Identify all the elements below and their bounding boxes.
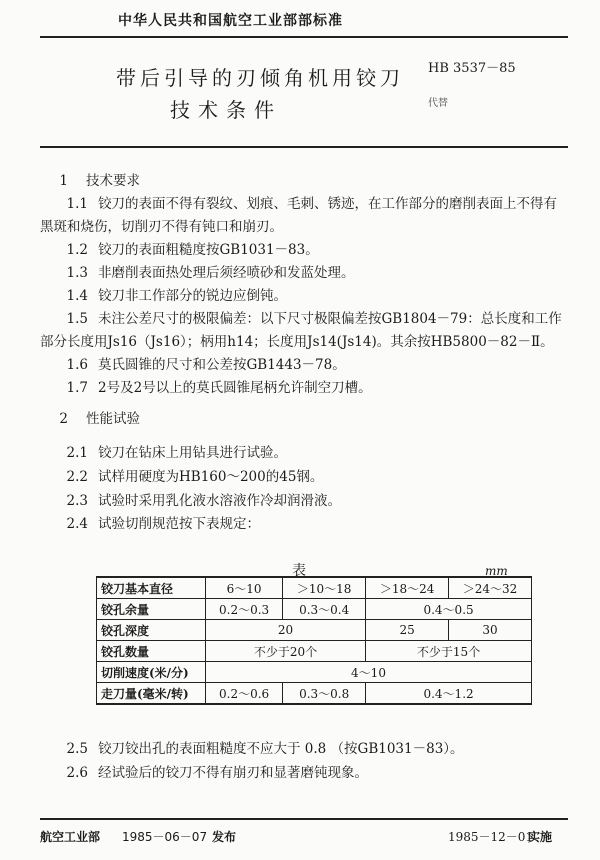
table-cell: ＞10～18 — [283, 577, 366, 599]
row-header-speed: 切削速度(米/分) — [97, 662, 206, 683]
table-row — [97, 641, 532, 662]
clause-number: 2.5 — [66, 741, 88, 757]
clause-number: 2.6 — [66, 765, 88, 781]
table-cell: 4～10 — [206, 662, 532, 683]
table-cell: 0.4～0.5 — [366, 599, 532, 620]
clause-1-5 — [40, 308, 570, 354]
table-cell: 不少于15个 — [366, 641, 532, 662]
clause-number: 1.7 — [66, 380, 88, 396]
table-cell: 0.4～1.2 — [366, 683, 532, 705]
section-title: 技术要求 — [86, 173, 140, 189]
table-row — [97, 577, 532, 599]
clause-2-6 — [40, 762, 570, 785]
replaces-note: 代替 — [428, 98, 448, 109]
table-cell: 0.3～0.4 — [283, 599, 366, 620]
clause-1-6 — [40, 354, 570, 377]
implementation-label: 实施 — [528, 830, 553, 844]
row-header-allowance: 铰孔余量 — [97, 599, 206, 620]
row-header-diameter: 铰刀基本直径 — [97, 577, 206, 599]
clause-text: 2号及2号以上的莫氏圆锥尾柄允许制空刀槽。 — [98, 380, 372, 396]
row-header-count: 铰孔数量 — [97, 641, 206, 662]
clause-2-3 — [40, 490, 570, 513]
clause-text: 铰刀在钻床上用钻具进行试验。 — [98, 445, 287, 461]
clause-text: 非磨削表面热处理后须经喷砂和发蓝处理。 — [98, 265, 355, 281]
section-2-heading — [40, 408, 570, 431]
cutting-spec-table — [96, 576, 532, 705]
clause-text: 试验时采用乳化液水溶液作冷却润滑液。 — [98, 493, 341, 509]
clause-number: 1.5 — [66, 311, 88, 327]
clause-number: 1.3 — [66, 265, 88, 281]
clause-number: 1.4 — [66, 288, 88, 304]
section-title: 性能试验 — [86, 411, 140, 427]
row-header-depth: 铰孔深度 — [97, 620, 206, 641]
table-cell: 30 — [449, 620, 532, 641]
section-number: 2 — [59, 411, 68, 427]
document-subtitle: 技术条件 — [170, 98, 282, 122]
clause-2-2 — [40, 466, 570, 489]
clause-number: 2.1 — [66, 445, 88, 461]
title-rule — [40, 146, 568, 148]
issuer: 航空工业部 — [40, 830, 101, 844]
issue-date: 1985－06－07 — [122, 830, 208, 844]
clause-text: 铰刀的表面不得有裂纹、划痕、毛刺、锈迹，在工作部分的磨削表面上不得有黑斑和烧伤，切削刃不得有钝口和崩刃。 — [40, 196, 557, 235]
table-cell: 25 — [366, 620, 449, 641]
clause-2-4 — [40, 513, 570, 536]
header-rule — [40, 36, 568, 38]
footer-rule — [40, 818, 568, 820]
clause-number: 2.4 — [66, 516, 88, 532]
table-row — [97, 662, 532, 683]
clause-2-5 — [40, 738, 570, 761]
clause-text: 铰刀的表面粗糙度按GB1031－83。 — [98, 242, 319, 258]
table-cell: ＞18～24 — [366, 577, 449, 599]
clause-1-4 — [40, 285, 570, 308]
issue-label: 发布 — [212, 830, 237, 844]
document-title: 带后引导的刃倾角机用铰刀 — [116, 66, 404, 90]
table-cell: ＞24～32 — [449, 577, 532, 599]
clause-text: 铰刀非工作部分的锐边应倒钝。 — [98, 288, 287, 304]
clause-1-3 — [40, 262, 570, 285]
table-row — [97, 683, 532, 705]
clause-text: 试样用硬度为HB160～200的45钢。 — [98, 469, 324, 485]
standard-number: HB 3537－85 — [428, 61, 516, 76]
table-caption: 表 — [292, 563, 306, 579]
clause-text: 试验切削规范按下表规定： — [98, 516, 260, 532]
table-cell: 不少于20个 — [206, 641, 366, 662]
table-row — [97, 620, 532, 641]
implementation-date: 1985－12－01 — [448, 830, 534, 844]
table-cell: 0.2～0.6 — [206, 683, 283, 705]
table-cell: 0.2～0.3 — [206, 599, 283, 620]
table-unit: mm — [485, 564, 508, 578]
clause-text: 未注公差尺寸的极限偏差：以下尺寸极限偏差按GB1804－79：总长度和工作部分长度用Js16（Js16）；柄用h14；长度用Js14(Js14)。其余按HB5800－82－Ⅱ。 — [40, 311, 562, 350]
clause-number: 2.3 — [66, 493, 88, 509]
section-number: 1 — [59, 173, 68, 189]
clause-2-1 — [40, 442, 570, 465]
table-cell: 0.3～0.8 — [283, 683, 366, 705]
clause-number: 1.1 — [66, 196, 88, 212]
table-cell: 6～10 — [206, 577, 283, 599]
clause-number: 1.6 — [66, 357, 88, 373]
section-1-heading — [40, 170, 570, 193]
clause-1-1 — [40, 193, 570, 239]
clause-number: 1.2 — [66, 242, 88, 258]
clause-1-2 — [40, 239, 570, 262]
clause-text: 经试验后的铰刀不得有崩刃和显著磨钝现象。 — [98, 765, 368, 781]
clause-1-7 — [40, 377, 570, 400]
row-header-feed: 走刀量(毫米/转) — [97, 683, 206, 705]
clause-text: 铰刀铰出孔的表面粗糙度不应大于 0.8 （按GB1031－83）。 — [98, 741, 464, 757]
publisher-heading: 中华人民共和国航空工业部部标准 — [118, 13, 343, 29]
clause-text: 莫氏圆锥的尺寸和公差按GB1443－78。 — [98, 357, 346, 373]
clause-number: 2.2 — [66, 469, 88, 485]
table-row — [97, 599, 532, 620]
table-cell: 20 — [206, 620, 366, 641]
